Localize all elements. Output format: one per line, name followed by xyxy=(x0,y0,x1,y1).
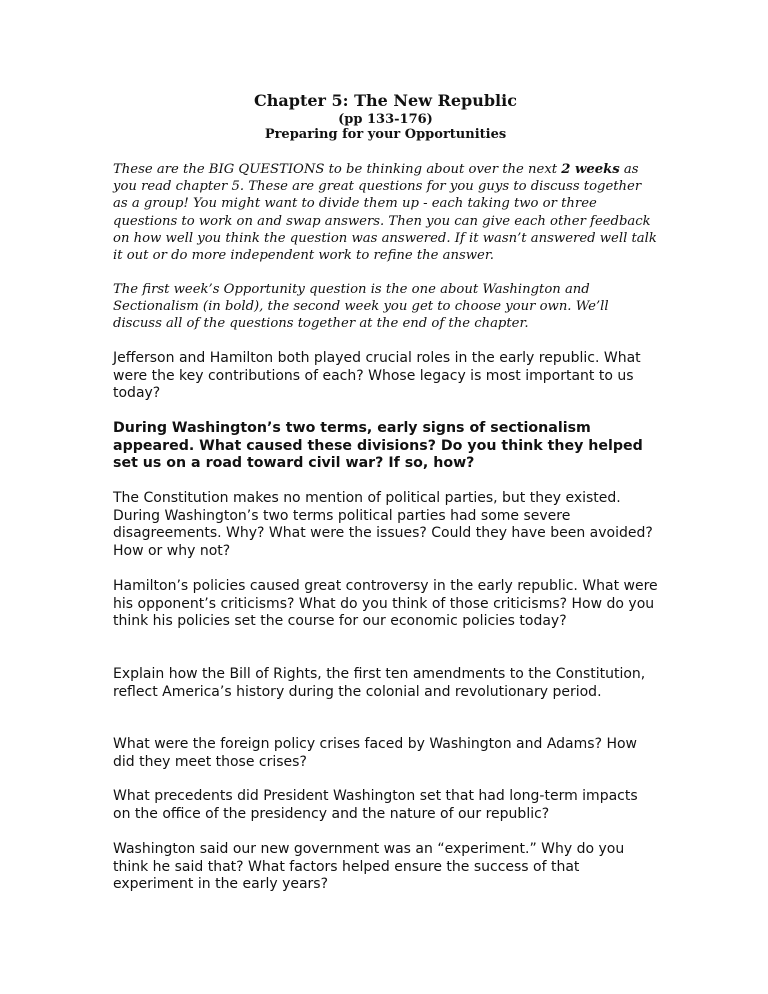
intro-text-b: as you read chapter 5. These are great questions for you guys to discuss together as a group! You might want to divide them up - each taking two or three questions to work on and swap answers. Then you can give each other feedback on how well you think the question was answered. If it wasn’t answered well talk it out or do more independent work to refine the answer. xyxy=(113,162,657,264)
intro-bold-duration: 2 weeks xyxy=(561,162,620,177)
question-5: Explain how the Bill of Rights, the first ten amendments to the Constitution, reflect America’s history during the colonial and revolutionary period. xyxy=(113,666,646,700)
question-8: Washington said our new government was an “experiment.” Why do you think he said that? What factors helped ensure the success of that experiment in the early years? xyxy=(113,841,625,892)
intro-paragraph-1 xyxy=(113,161,658,264)
intro-paragraph-2: The first week’s Opportunity question is the one about Washington and Sectionalism (in bold), the second week you get to choose your own. We’ll discuss all of the questions together at the end of the chapter. xyxy=(113,282,609,332)
intro-text-a: These are the BIG QUESTIONS to be thinking about over the next xyxy=(113,162,562,177)
question-3: The Constitution makes no mention of political parties, but they existed. During Washington’s two terms political parties had some severe disagreements. Why? What were the issues? Could they have been avoided? How or why not? xyxy=(113,490,653,559)
page-subtitle: Preparing for your Opportunities xyxy=(264,127,507,142)
question-4: Hamilton’s policies caused great controversy in the early republic. What were his opponent’s criticisms? What do you think of those criticisms? How do you think his policies set the course for our economic policies today? xyxy=(113,578,658,629)
question-6: What were the foreign policy crises faced by Washington and Adams? How did they meet those crises? xyxy=(113,736,637,770)
question-2-sectionalism: During Washington’s two terms, early signs of sectionalism appeared. What caused these divisions? Do you think they helped set us on a road toward civil war? If so, how? xyxy=(113,420,643,471)
page-range: (pp 133-176) xyxy=(338,112,433,127)
question-1: Jefferson and Hamilton both played crucial roles in the early republic. What were the key contributions of each? Whose legacy is most important to us today? xyxy=(113,350,641,401)
question-7: What precedents did President Washington set that had long-term impacts on the office of the presidency and the nature of our republic? xyxy=(113,788,638,822)
page-title: Chapter 5: The New Republic xyxy=(254,91,517,110)
